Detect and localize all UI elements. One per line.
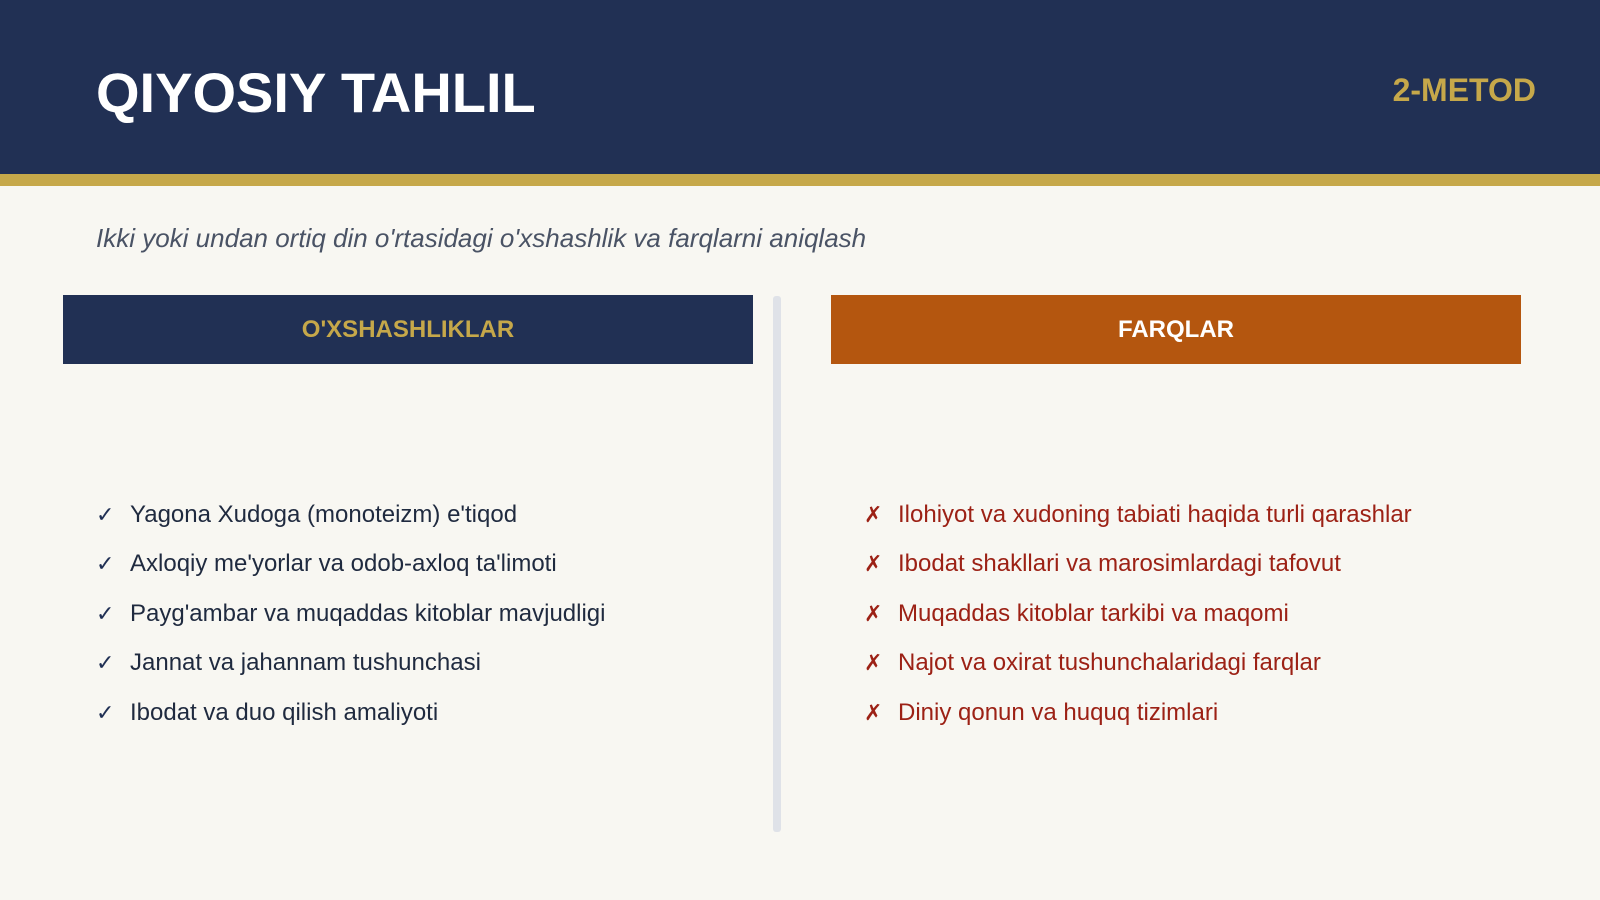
differences-heading-label: FARQLAR (1118, 315, 1234, 343)
list-item (864, 490, 1412, 540)
method-label: 2-METOD (1392, 72, 1536, 108)
similarities-heading-label: O'XSHASHLIKLAR (301, 315, 515, 343)
list-item-text: Jannat va jahannam tushunchasi (130, 649, 481, 677)
cross-icon: ✗ (864, 650, 883, 676)
list-item (864, 540, 1412, 590)
list-item (96, 540, 606, 590)
check-icon: ✓ (96, 551, 115, 577)
list-item-text: Payg'ambar va muqaddas kitoblar mavjudligi (130, 599, 606, 627)
similarities-list (96, 490, 606, 738)
differences-heading (831, 295, 1521, 364)
subtitle: Ikki yoki undan ortiq din o'rtasidagi o'xshashlik va farqlarni aniqlash (96, 223, 867, 253)
list-item-text: Diniy qonun va huquq tizimlari (898, 698, 1219, 726)
list-item (96, 490, 606, 540)
cross-icon: ✗ (864, 501, 883, 527)
list-item (864, 589, 1412, 639)
similarities-heading (63, 295, 753, 364)
check-icon: ✓ (96, 650, 115, 676)
list-item (864, 688, 1412, 738)
list-item-text: Ilohiyot va xudoning tabiati haqida turli qarashlar (898, 500, 1412, 528)
list-item-text: Najot va oxirat tushunchalaridagi farqlar (898, 649, 1321, 677)
cross-icon: ✗ (864, 699, 883, 725)
list-item-text: Muqaddas kitoblar tarkibi va maqomi (898, 599, 1289, 627)
check-icon: ✓ (96, 699, 115, 725)
page-title: QIYOSIY TAHLIL (96, 61, 536, 124)
check-icon: ✓ (96, 600, 115, 626)
list-item (96, 589, 606, 639)
cross-icon: ✗ (864, 551, 883, 577)
list-item-text: Ibodat shakllari va marosimlardagi tafovut (898, 550, 1341, 578)
list-item-text: Ibodat va duo qilish amaliyoti (130, 698, 439, 726)
list-item-text: Axloqiy me'yorlar va odob-axloq ta'limoti (130, 550, 557, 578)
header-accent-stripe (0, 174, 1600, 186)
list-item (864, 639, 1412, 689)
list-item (96, 688, 606, 738)
cross-icon: ✗ (864, 600, 883, 626)
differences-list (864, 490, 1412, 738)
check-icon: ✓ (96, 501, 115, 527)
list-item (96, 639, 606, 689)
column-divider (773, 296, 781, 832)
list-item-text: Yagona Xudoga (monoteizm) e'tiqod (130, 500, 518, 528)
